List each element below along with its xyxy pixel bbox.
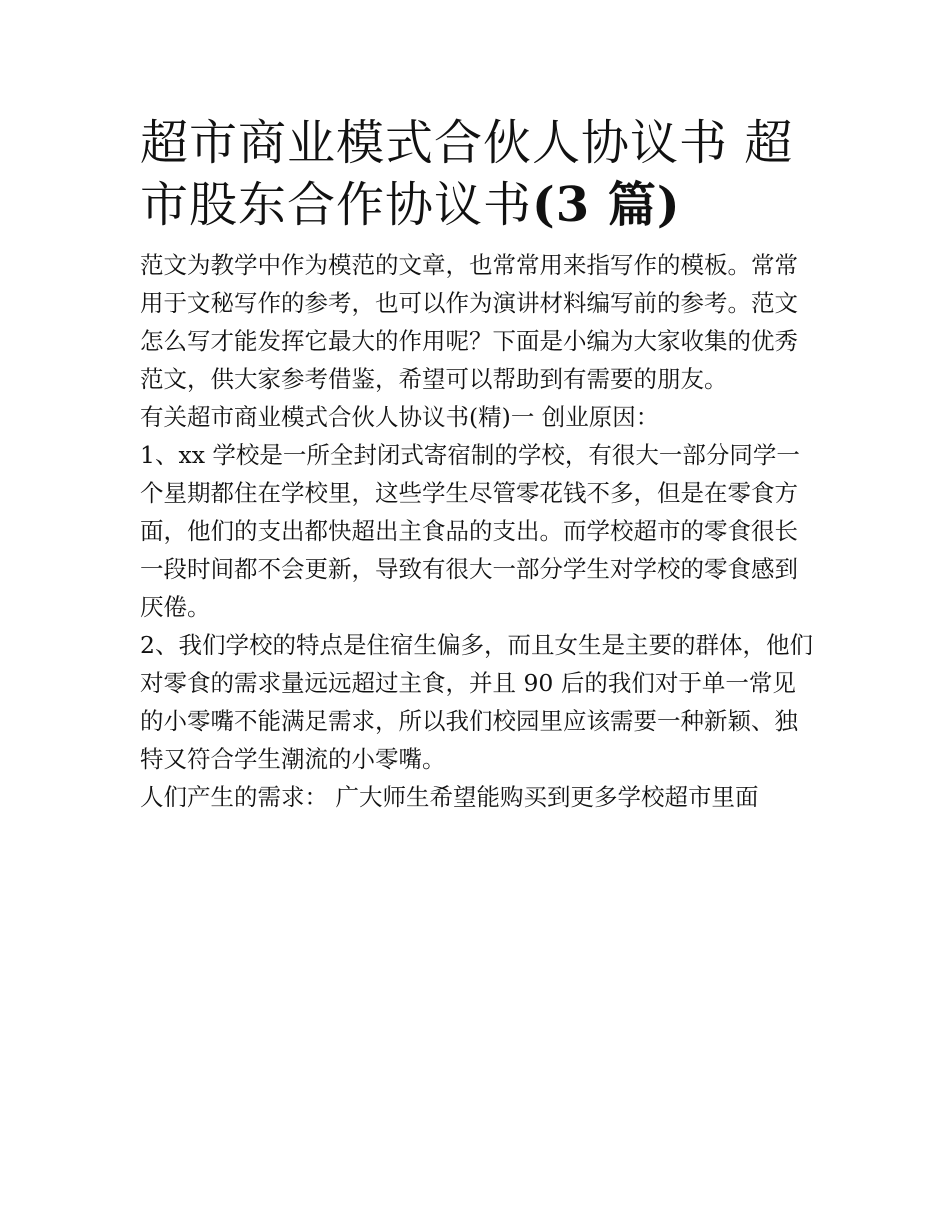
title-line-1: 超市商业模式合伙人协议书 超 (140, 115, 794, 171)
title-count: (3 篇) (532, 177, 681, 233)
document-title (140, 112, 816, 236)
section-heading: 有关超市商业模式合伙人协议书(精)一 创业原因： (140, 403, 660, 431)
intro-paragraph: 范文为教学中作为模范的文章，也常常用来指写作的模板。常常用于文秘写作的参考，也可以作为演讲材料编写前的参考。范文怎么写才能发挥它最大的作用呢？下面是小编为大家收集的优秀范文，供大家参考借鉴，希望可以帮助到有需要的朋友。 (140, 251, 798, 393)
reason-paragraph-2: 2、我们学校的特点是住宿生偏多，而且女生是主要的群体，他们对零食的需求量远远超过主食，并且 90 后的我们对于单一常见的小零嘴不能满足需求，所以我们校园里应该需要一种新颖、独特又符合学生潮流的小零嘴。 (140, 631, 813, 773)
document-page (140, 112, 816, 816)
reason-paragraph-1: 1、xx 学校是一所全封闭式寄宿制的学校，有很大一部分同学一个星期都住在学校里，这些学生尽管零花钱不多，但是在零食方面，他们的支出都快超出主食品的支出。而学校超市的零食很长一段时间都不会更新，导致有很大一部分学生对学校的零食感到厌倦。 (140, 441, 800, 621)
title-line-2: 市股东合作协议书 (140, 177, 533, 233)
demand-paragraph: 人们产生的需求： 广大师生希望能购买到更多学校超市里面 (140, 783, 759, 811)
